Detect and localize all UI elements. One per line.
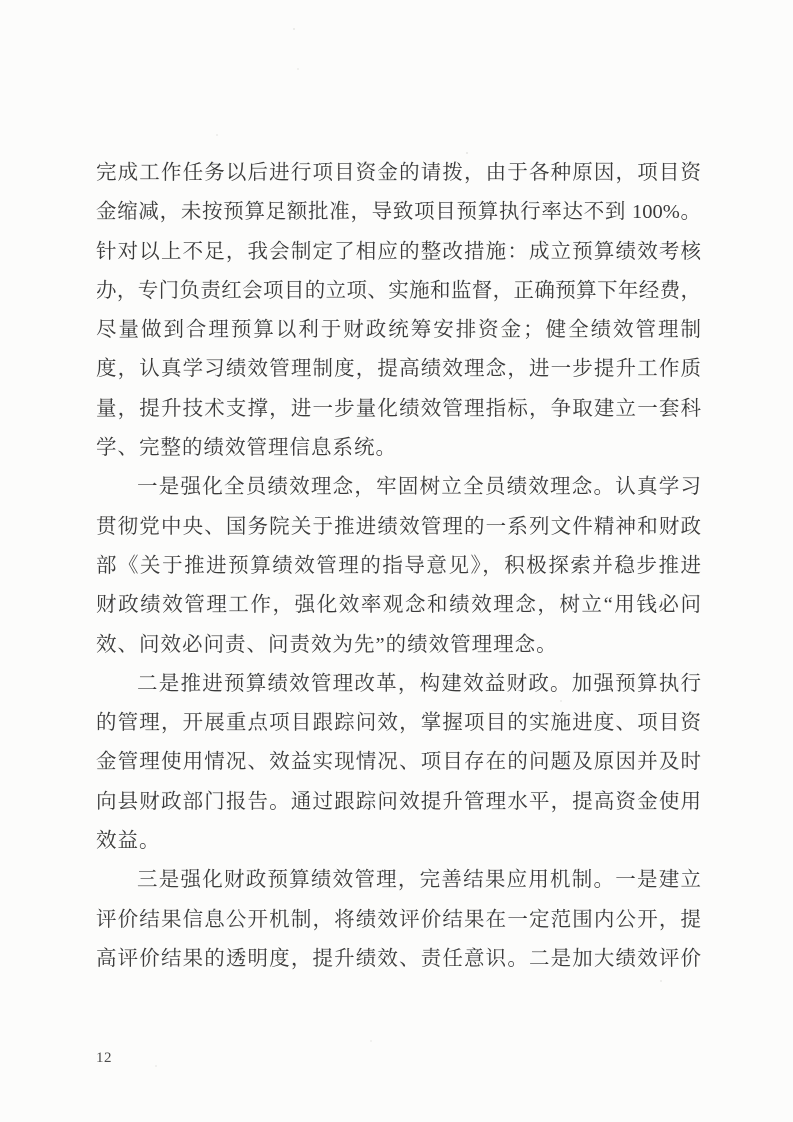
text-line-paragraph-start: 三是强化财政预算绩效管理，完善结果应用机制。一是建立: [137, 869, 701, 892]
text-line: 金管理使用情况、效益实现情况、项目存在的问题及原因并及时: [96, 751, 701, 774]
text-line: 的管理，开展重点项目跟踪问效，掌握项目的实施进度、项目资: [96, 712, 701, 735]
text-line: 部《关于推进预算绩效管理的指导意见》，积极探索并稳步推进: [96, 554, 701, 577]
text-line: 评价结果信息公开机制，将绩效评价结果在一定范围内公开，提: [96, 908, 701, 931]
text-line: 完成工作任务以后进行项目资金的请拨，由于各种原因，项目资: [96, 162, 701, 184]
text-line: 尽量做到合理预算以利于财政统筹安排资金；健全绩效管理制: [96, 319, 701, 342]
text-line: 高评价结果的透明度，提升绩效、责任意识。二是加大绩效评价: [96, 947, 701, 970]
document-body: [96, 154, 701, 979]
text-line: 度，认真学习绩效管理制度，提高绩效理念，进一步提升工作质: [96, 358, 701, 381]
text-line: 量，提升技术支撑，进一步量化绩效管理指标，争取建立一套科: [96, 397, 701, 420]
text-line-paragraph-end: 效益。: [96, 830, 161, 853]
text-line-paragraph-start: 二是推进预算绩效管理改革，构建效益财政。加强预算执行: [137, 672, 701, 695]
text-line: 贯彻党中央、国务院关于推进绩效管理的一系列文件精神和财政: [96, 515, 701, 538]
text-line: 财政绩效管理工作，强化效率观念和绩效理念，树立“用钱必问: [96, 594, 701, 617]
scan-noise-layer: [0, 0, 2, 2]
text-line-paragraph-start: 一是强化全员绩效理念，牢固树立全员绩效理念。认真学习: [137, 476, 701, 499]
text-line-paragraph-end: 效、问效必问责、问责效为先”的绩效管理理念。: [96, 633, 558, 656]
text-line: 向县财政部门报告。通过跟踪问效提升管理水平，提高资金使用: [96, 790, 701, 813]
text-line: 金缩减，未按预算足额批准，导致项目预算执行率达不到 100%。: [96, 201, 701, 224]
text-line: 针对以上不足，我会制定了相应的整改措施：成立预算绩效考核: [96, 240, 701, 263]
page-number: 12: [96, 1050, 112, 1066]
text-line-paragraph-end: 学、完整的绩效管理信息系统。: [96, 437, 397, 460]
text-line: 办，专门负责红会项目的立项、实施和监督，正确预算下年经费，: [96, 279, 701, 302]
